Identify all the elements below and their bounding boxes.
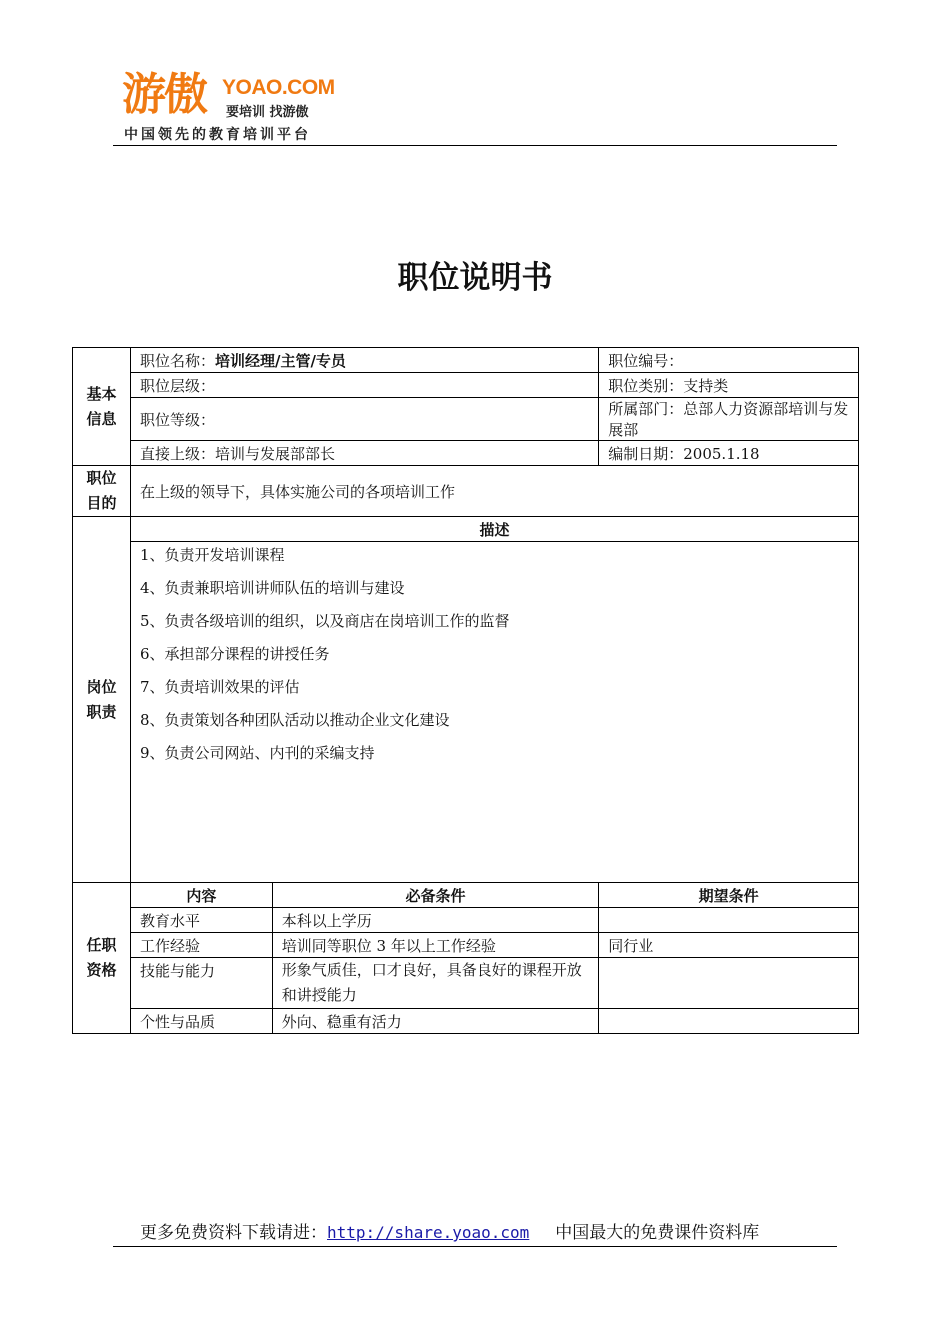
basic-cell: 职位类别：支持类 (599, 373, 859, 398)
section-purpose: 职位目的 (73, 466, 131, 517)
footer-divider (113, 1246, 837, 1247)
logo-main-text: 游傲 (122, 69, 206, 120)
table-cell: 本科以上学历 (272, 908, 599, 933)
section-basic-info: 基本信息 (73, 348, 131, 466)
table-cell: 培训同等职位 3 年以上工作经验 (272, 933, 599, 958)
job-description-table (72, 347, 859, 1034)
table-cell: 同行业 (599, 933, 859, 958)
table-row (73, 908, 859, 933)
duties-header: 描述 (130, 517, 858, 542)
table-cell: 个性与品质 (130, 1009, 272, 1034)
column-header: 内容 (130, 883, 272, 908)
table-row (73, 466, 859, 517)
basic-cell: 职位编号： (599, 348, 859, 373)
logo-slogan: 要培训 找游傲 (226, 105, 309, 120)
section-qualifications: 任职资格 (73, 883, 131, 1034)
footer-link[interactable]: http://share.yoao.com (327, 1223, 530, 1242)
header-divider (113, 145, 837, 146)
table-row (73, 1009, 859, 1034)
list-item: 1、负责开发培训课程 (139, 546, 285, 564)
table-cell: 形象气质佳，口才良好，具备良好的课程开放和讲授能力 (272, 958, 599, 1009)
table-row (73, 441, 859, 466)
table-cell (599, 908, 859, 933)
section-duties: 岗位职责 (73, 517, 131, 883)
list-item: 5、负责各级培训的组织，以及商店在岗培训工作的监督 (139, 612, 510, 630)
basic-cell: 直接上级：培训与发展部部长 (130, 441, 598, 466)
list-item: 9、负责公司网站、内刊的采编支持 (139, 744, 375, 762)
list-item: 6、承担部分课程的讲授任务 (139, 645, 330, 663)
table-cell: 技能与能力 (130, 958, 272, 1009)
table-cell: 外向、稳重有活力 (272, 1009, 599, 1034)
table-row (73, 933, 859, 958)
list-item: 7、负责培训效果的评估 (139, 678, 300, 696)
document-title: 职位说明书 (397, 260, 553, 296)
table-row (73, 958, 859, 1009)
logo-domain-text: YOAO.COM (222, 76, 335, 99)
table-row (73, 348, 859, 373)
table-row (73, 542, 859, 883)
column-header: 必备条件 (272, 883, 599, 908)
footer-prefix: 更多免费资料下载请进： (140, 1223, 327, 1243)
table-cell: 教育水平 (130, 908, 272, 933)
table-cell (599, 1009, 859, 1034)
table-row (73, 883, 859, 908)
column-header: 期望条件 (599, 883, 859, 908)
yoao-logo (122, 70, 352, 148)
table-row (73, 398, 859, 441)
table-row (73, 517, 859, 542)
basic-cell: 编制日期：2005.1.18 (599, 441, 859, 466)
footer (140, 1218, 759, 1243)
table-cell (599, 958, 859, 1009)
table-cell: 工作经验 (130, 933, 272, 958)
table-row (73, 373, 859, 398)
list-item: 8、负责策划各种团队活动以推动企业文化建设 (139, 711, 450, 729)
basic-cell: 所属部门：总部人力资源部培训与发展部 (599, 398, 859, 441)
basic-cell: 职位等级： (130, 398, 598, 441)
list-item: 4、负责兼职培训讲师队伍的培训与建设 (139, 579, 405, 597)
footer-suffix: 中国最大的免费课件资料库 (555, 1223, 760, 1243)
basic-cell: 职位层级： (130, 373, 598, 398)
logo-subtitle: 中国领先的教育培训平台 (124, 127, 311, 143)
basic-cell: 职位名称：培训经理/主管/专员 (130, 348, 598, 373)
purpose-text: 在上级的领导下，具体实施公司的各项培训工作 (130, 466, 858, 517)
duties-list (130, 542, 858, 883)
